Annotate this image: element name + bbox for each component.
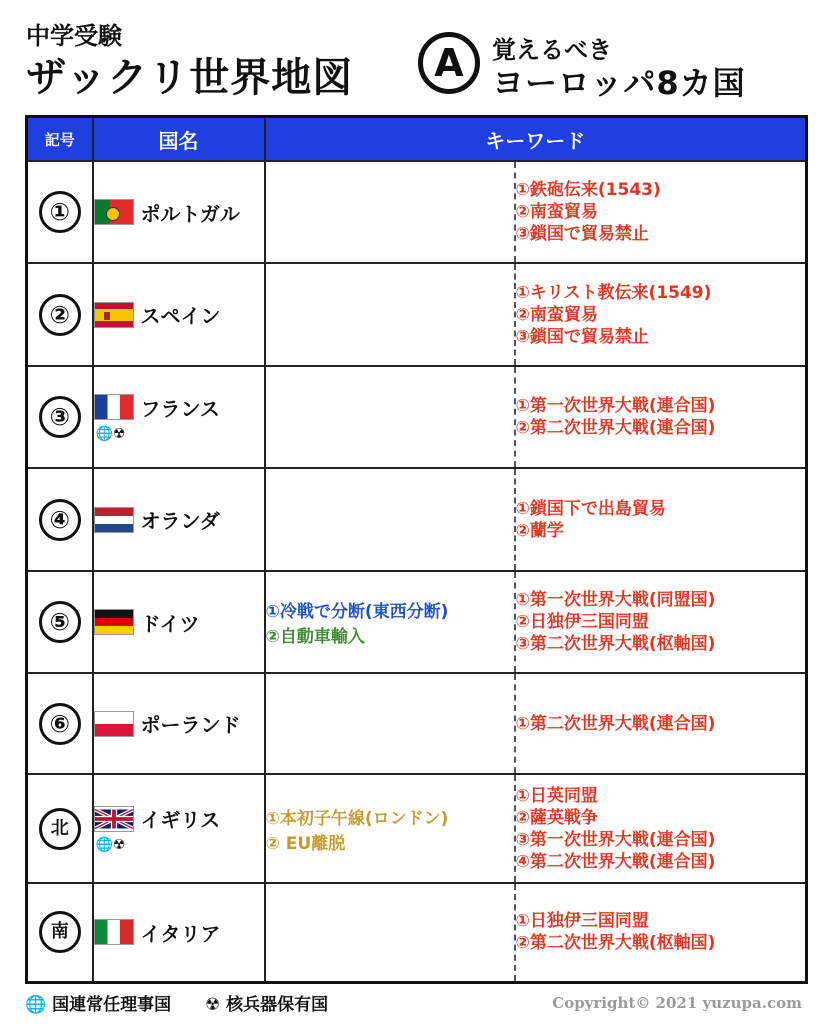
right-keyword: ①第一次世界大戦(同盟国) (515, 590, 716, 610)
right-keyword: ④第二次世界大戦(連合国) (515, 851, 716, 872)
country-name: オランダ (140, 509, 220, 533)
header-keywords: キーワード (265, 117, 807, 162)
table-row (27, 673, 807, 774)
legend-un: 🌐 国連常任理事国 (25, 995, 172, 1015)
country-cell (93, 366, 265, 468)
left-keyword: ② EU離脱 (265, 833, 346, 854)
symbol-cell (27, 774, 93, 883)
table-header-row (27, 117, 807, 162)
symbol-badge: 南 (39, 911, 81, 953)
symbol-badge: ③ (39, 396, 81, 438)
country-cell (93, 673, 265, 774)
keyword-left-cell (265, 673, 515, 774)
header-badge: A (418, 32, 480, 94)
keyword-left-cell (265, 468, 515, 571)
right-keyword: ①キリスト教伝来(1549) (515, 282, 712, 303)
germany-flag-icon (94, 609, 134, 635)
country-name: フランス (140, 396, 220, 421)
table-row (27, 883, 807, 982)
left-keyword: ①冷戦で分断(東西分断) (265, 602, 449, 622)
keyword-right-cell (515, 468, 807, 571)
header-right-line1: 覚えるべき (492, 36, 612, 64)
spain-flag-icon (94, 302, 134, 328)
left-keyword: ①本初子午線(ロンドン) (265, 808, 449, 829)
symbol-cell (27, 673, 93, 774)
symbol-cell (27, 883, 93, 982)
header-subtitle: 中学受験 (26, 22, 122, 50)
symbol-badge: ④ (39, 499, 81, 541)
copyright: Copyright© 2021 yuzupa.com (552, 994, 802, 1012)
keyword-right-cell (515, 366, 807, 468)
keyword-right-cell (515, 571, 807, 673)
keyword-left-cell (265, 571, 515, 673)
symbol-cell (27, 161, 93, 263)
legend (25, 990, 328, 1015)
keyword-right-cell (515, 263, 807, 366)
keyword-right-cell (515, 883, 807, 982)
country-name: イタリア (140, 921, 221, 946)
right-keyword: ①第二次世界大戦(連合国) (515, 713, 716, 734)
table-row (27, 263, 807, 366)
right-keyword: ②薩英戦争 (515, 807, 598, 828)
right-keyword: ②蘭学 (515, 520, 564, 541)
right-keyword: ①日独伊三国同盟 (515, 911, 649, 932)
france-flag-icon (94, 394, 134, 420)
right-keyword: ③鎖国で貿易禁止 (515, 224, 649, 244)
country-name: ポーランド (140, 713, 241, 737)
country-cell (93, 263, 265, 366)
keyword-right-cell (515, 673, 807, 774)
symbol-badge: 北 (39, 808, 81, 850)
right-keyword: ①鉄砲伝来(1543) (515, 180, 661, 200)
netherlands-flag-icon (94, 507, 134, 533)
header-title: ザックリ世界地図 (26, 55, 354, 101)
right-keyword: ②第二次世界大戦(枢軸国) (515, 933, 716, 954)
country-cell (93, 774, 265, 883)
status-marks: 🌐☢ (95, 425, 126, 442)
symbol-badge: ⑥ (39, 703, 81, 745)
right-keyword: ②日独伊三国同盟 (515, 612, 649, 632)
country-table (25, 115, 808, 984)
header-country: 国名 (93, 117, 265, 162)
country-name: イギリス (140, 808, 221, 832)
right-keyword: ②南蛮貿易 (515, 304, 598, 325)
table-row (27, 161, 807, 263)
country-cell (93, 161, 265, 263)
table-row (27, 774, 807, 883)
poland-flag-icon (94, 711, 134, 737)
symbol-cell (27, 263, 93, 366)
country-name: ドイツ (140, 611, 200, 636)
left-keyword: ②自動車輸入 (265, 627, 365, 647)
symbol-badge: ⑤ (39, 601, 81, 643)
keyword-left-cell (265, 161, 515, 263)
table-row (27, 571, 807, 673)
italy-flag-icon (94, 919, 134, 945)
country-cell (93, 468, 265, 571)
table-row (27, 468, 807, 571)
symbol-badge: ② (39, 294, 81, 336)
right-keyword: ②南蛮貿易 (515, 202, 598, 222)
keyword-left-cell (265, 774, 515, 883)
symbol-badge: ① (39, 191, 81, 233)
status-marks: 🌐☢ (95, 837, 126, 853)
right-keyword: ①第一次世界大戦(連合国) (515, 396, 716, 416)
right-keyword: ②第二次世界大戦(連合国) (515, 418, 716, 438)
right-keyword: ③第二次世界大戦(枢軸国) (515, 634, 716, 654)
portugal-flag-icon (94, 199, 134, 225)
uk-flag-icon (94, 806, 134, 832)
keyword-left-cell (265, 366, 515, 468)
keyword-left-cell (265, 263, 515, 366)
keyword-right-cell (515, 774, 807, 883)
right-keyword: ③鎖国で貿易禁止 (515, 326, 649, 347)
keyword-right-cell (515, 161, 807, 263)
symbol-cell (27, 571, 93, 673)
header-right-line2: ヨーロッパ8カ国 (492, 64, 746, 102)
country-name: ポルトガル (140, 201, 240, 226)
country-name: スペイン (140, 304, 221, 328)
header-symbol: 記号 (27, 117, 93, 162)
right-keyword: ①鎖国下で出島貿易 (515, 498, 666, 519)
right-keyword: ③第一次世界大戦(連合国) (515, 829, 716, 850)
symbol-cell (27, 366, 93, 468)
country-cell (93, 883, 265, 982)
legend-nuclear: ☢ 核兵器保有国 (205, 995, 329, 1015)
symbol-cell (27, 468, 93, 571)
keyword-left-cell (265, 883, 515, 982)
right-keyword: ①日英同盟 (515, 785, 598, 806)
table-row (27, 366, 807, 468)
country-cell (93, 571, 265, 673)
